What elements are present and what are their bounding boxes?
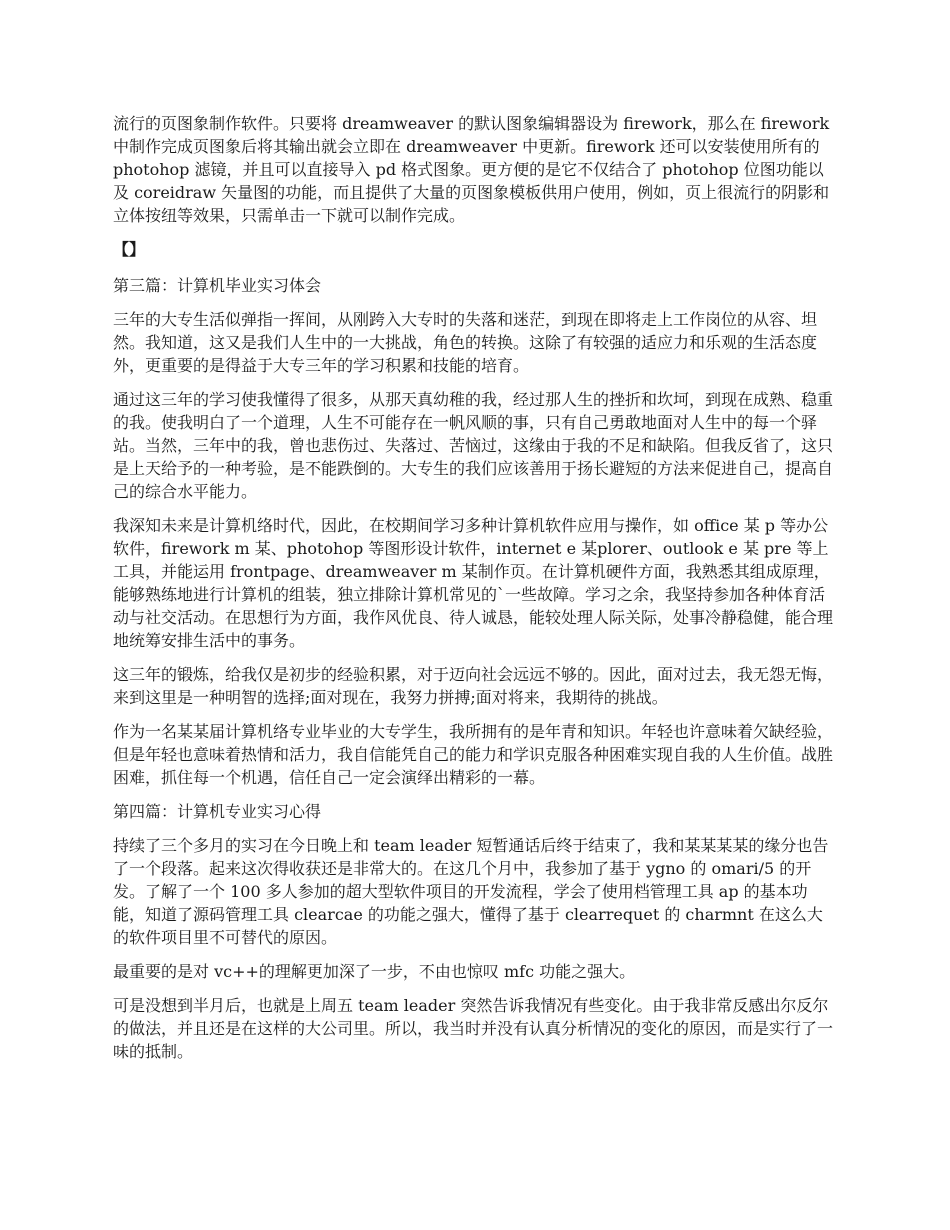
bracket-marker: 【】 — [113, 240, 146, 259]
section-4-title: 第四篇：计算机专业实习心得 — [113, 802, 322, 821]
section-3-paragraph: 我深知未来是计算机络时代，因此，在校期间学习多种计算机软件应用与操作，如 office 某 p 等办公软件，firework m 某、photohop 等图形设计软件，internet e 某plorer、outlook e 某 pre 等上工具，并能运用 frontpage、dreamweaver m 某制作页。在计算机硬件方面，我熟悉其组成原理，能够熟练地进行计算机的组装，独立排除计算机常见的`一些故障。学习之余，我坚持参加各种体育活动与社交活动。在思想行为方面，我作风优良、待人诚恳，能较处理人际关际，处事冷静稳健，能合理地统筹安排生活中的事务。 — [113, 516, 834, 650]
document-page — [113, 112, 833, 1074]
section-4-paragraph: 最重要的是对 vc++的理解更加深了一步，不由也惊叹 mfc 功能之强大。 — [113, 962, 636, 981]
section-3-paragraph: 通过这三年的学习使我懂得了很多，从那天真幼稚的我，经过那人生的挫折和坎坷，到现在成熟、稳重的我。使我明白了一个道理，人生不可能存在一帆风顺的事，只有自己勇敢地面对人生中的每一个驿站。当然，三年中的我，曾也悲伤过、失落过、苦恼过，这缘由于我的不足和缺陷。但我反省了，这只是上天给予的一种考验，是不能跌倒的。大专生的我们应该善用于扬长避短的方法来促进自己，提高自己的综合水平能力。 — [113, 390, 834, 501]
section-4-paragraph: 持续了三个多月的实习在今日晚上和 team leader 短暂通话后终于结束了，我和某某某某的缘分也告了一个段落。起来这次得收获还是非常大的。在这几个月中，我参加了基于 ygno 的 omari/5 的开发。了解了一个 100 多人参加的超大型软件项目的开发流程，学会了使用档管理工具 ap 的基本功能，知道了源码管理工具 clearcae 的功能之强大，懂得了基于 clearrequet 的 charmnt 在这么大的软件项目里不可替代的原因。 — [113, 836, 829, 947]
section-3-title: 第三篇：计算机毕业实习体会 — [113, 276, 322, 295]
intro-paragraph: 流行的页图象制作软件。只要将 dreamweaver 的默认图象编辑器设为 firework，那么在 firework 中制作完成页图象后将其输出就会立即在 dreamweaver 中更新。firework 还可以安装使用所有的 photohop 滤镜，并且可以直接导入 pd 格式图象。更方便的是它不仅结合了 photohop 位图功能以及 coreidraw 矢量图的功能，而且提供了大量的页图象模板供用户使用，例如，页上很流行的阴影和立体按纽等效果，只需单击一下就可以制作完成。 — [113, 114, 830, 225]
section-3-paragraph: 三年的大专生活似弹指一挥间，从刚跨入大专时的失落和迷茫，到现在即将走上工作岗位的从容、坦然。我知道，这又是我们人生中的一大挑战，角色的转换。这除了有较强的适应力和乐观的生活态度外，更重要的是得益于大专三年的学习积累和技能的培育。 — [113, 310, 818, 375]
section-4-paragraph: 可是没想到半月后，也就是上周五 team leader 突然告诉我情况有些变化。由于我非常反感出尔反尔的做法，并且还是在这样的大公司里。所以，我当时并没有认真分析情况的变化的原因，而是实行了一味的抵制。 — [113, 996, 834, 1061]
section-3-paragraph: 这三年的锻炼，给我仅是初步的经验积累，对于迈向社会远远不够的。因此，面对过去，我无怨无悔，来到这里是一种明智的选择;面对现在，我努力拼搏;面对将来，我期待的挑战。 — [113, 665, 834, 707]
section-3-paragraph: 作为一名某某届计算机络专业毕业的大专学生，我所拥有的是年青和知识。年轻也许意味着欠缺经验，但是年轻也意味着热情和活力，我自信能凭自己的能力和学识克服各种困难实现自我的人生价值。战胜困难，抓住每一个机遇，信任自己一定会演绎出精彩的一幕。 — [113, 722, 834, 787]
